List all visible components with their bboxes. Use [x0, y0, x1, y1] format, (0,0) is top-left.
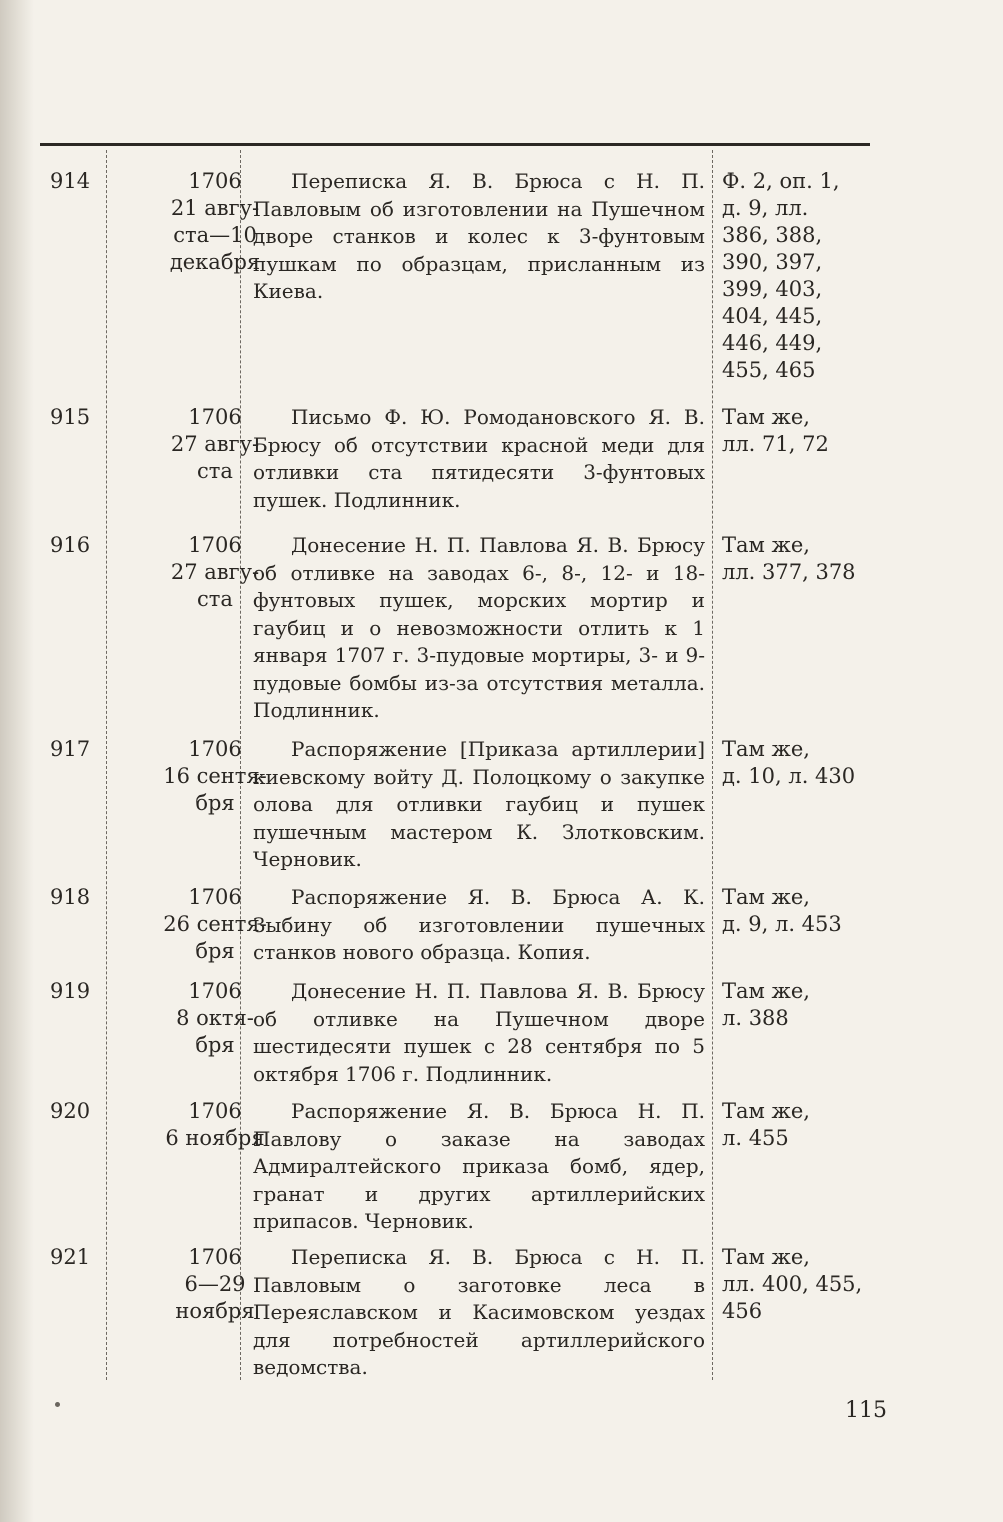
entry-number: 916: [50, 533, 91, 557]
entry-date: 1706 27 авгу- ста: [170, 533, 260, 611]
entry-date: 1706 21 авгу- ста—10 декабря: [169, 169, 261, 274]
archive-reference: Там же, д. 9, л. 453: [722, 885, 842, 936]
entry-description: Донесение Н. П. Павлова Я. В. Брюсу об отливке на заводах 6-, 8-, 12- и 18-фунтовых пушек, морских мортир и гаубиц и о невозможности отлить к 1 января 1707 г. 3-пудовые мортиры, 3- и 9-пудовые бомбы из-за отсутствия металла. Подлинник.: [253, 533, 705, 722]
entry-date: 1706 6—29 ноября: [175, 1245, 255, 1323]
entry-number: 914: [50, 169, 91, 193]
entry-date: 1706 8 октя- бря: [176, 979, 254, 1057]
entry-description: Распоряжение Я. В. Брюса Н. П. Павлову о заказе на заводах Адмиралтейского приказа бомб, ядер, гранат и других артиллерийских припасов. Черновик.: [253, 1099, 705, 1233]
entry-date: 1706 26 сентя- бря: [163, 885, 267, 963]
entry-description: Переписка Я. В. Брюса с Н. П. Павловым об изготовлении на Пушечном дворе станков и колес к 3-фунтовым пушкам по образцам, присланным из Киева.: [253, 169, 705, 303]
entry-date: 1706 6 ноября: [165, 1099, 265, 1150]
entry-description: Переписка Я. В. Брюса с Н. П. Павловым о заготовке леса в Переяславском и Касимовском уездах для потребностей артиллерийского ведомства.: [253, 1245, 705, 1379]
archive-reference: Там же, л. 388: [722, 979, 810, 1030]
entry-number: 920: [50, 1099, 91, 1123]
archive-reference: Там же, лл. 400, 455, 456: [722, 1245, 863, 1323]
entry-description: Донесение Н. П. Павлова Я. В. Брюсу об отливке на Пушечном дворе шестидесяти пушек с 28 сентября по 5 октября 1706 г. Подлинник.: [253, 979, 705, 1086]
entry-number: 919: [50, 979, 91, 1003]
archive-reference: Там же, л. 455: [722, 1099, 810, 1150]
column-divider-1: [106, 150, 107, 1380]
page-binding-shadow: [0, 0, 34, 1522]
page-number: 115: [845, 1398, 887, 1423]
entry-number: 918: [50, 885, 91, 909]
entry-description: Распоряжение [Приказа артиллерии] киевскому войту Д. Полоцкому о закупке олова для отливки гаубиц и пушек пушечным мастером К. Злотковским. Черновик.: [253, 737, 705, 871]
entry-date: 1706 27 авгу- ста: [170, 405, 260, 483]
table-top-rule: [40, 143, 870, 146]
archive-reference: Там же, д. 10, л. 430: [722, 737, 856, 788]
entry-description: Письмо Ф. Ю. Ромодановского Я. В. Брюсу об отсутствии красной меди для отливки ста пятидесяти 3-фунтовых пушек. Подлинник.: [253, 405, 705, 512]
entry-date: 1706 16 сентя- бря: [163, 737, 267, 815]
column-divider-3: [712, 150, 713, 1380]
entry-number: 917: [50, 737, 91, 761]
entry-number: 921: [50, 1245, 91, 1269]
archive-reference: Ф. 2, оп. 1, д. 9, лл. 386, 388, 390, 397, 399, 403, 404, 445, 446, 449, 455, 465: [722, 169, 840, 382]
print-speck: [55, 1402, 60, 1407]
archive-reference: Там же, лл. 71, 72: [722, 405, 829, 456]
archive-reference: Там же, лл. 377, 378: [722, 533, 856, 584]
entry-description: Распоряжение Я. В. Брюса А. К. Зыбину об изготовлении пушечных станков нового образца. Копия.: [253, 885, 705, 964]
entry-number: 915: [50, 405, 91, 429]
